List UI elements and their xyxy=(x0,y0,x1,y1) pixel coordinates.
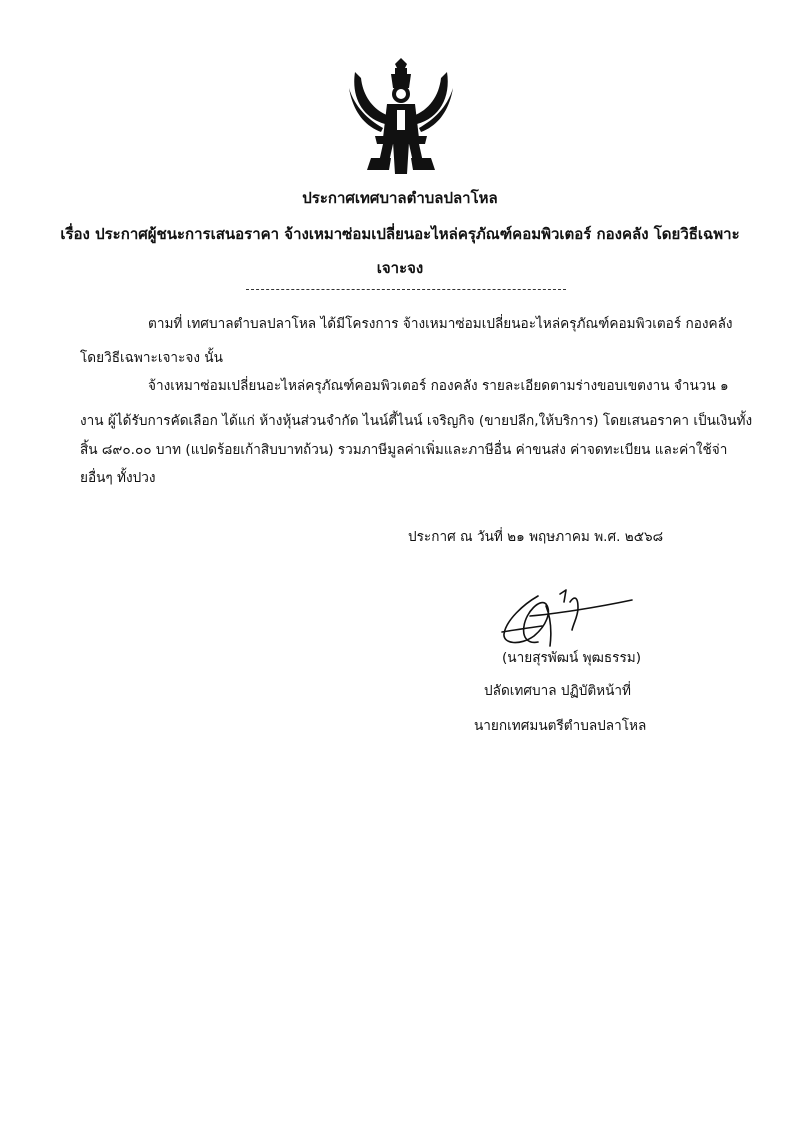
signatory-name: (นายสุรพัฒน์ พุฒธรรม) xyxy=(502,650,642,666)
signatory-position-2: นายกเทศมนตรีตำบลปลาโหล xyxy=(474,718,647,734)
paragraph-1-line-1: ตามที่ เทศบาลตำบลปลาโหล ได้มีโครงการ จ้างเหมาซ่อมเปลี่ยนอะไหล่ครุภัณฑ์คอมพิวเตอร์ กองคลัง xyxy=(148,316,733,332)
garuda-emblem-icon xyxy=(345,58,457,178)
paragraph-1-line-2: โดยวิธีเฉพาะเจาะจง นั้น xyxy=(80,350,223,366)
dashed-separator xyxy=(246,289,566,290)
paragraph-2-line-4: ยอื่นๆ ทั้งปวง xyxy=(80,470,156,486)
announcement-date: ประกาศ ณ วันที่ ๒๑ พฤษภาคม พ.ศ. ๒๕๖๘ xyxy=(408,529,664,545)
paragraph-2-line-2: งาน ผู้ได้รับการคัดเลือก ได้แก่ ห้างหุ้นส่วนจำกัด ไนน์ตี้ไนน์ เจริญกิจ (ขายปลีก,ให้บริการ) โดยเสนอราคา เป็นเงินทั้ง xyxy=(80,413,753,429)
subject-line-1: เรื่อง ประกาศผู้ชนะการเสนอราคา จ้างเหมาซ่อมเปลี่ยนอะไหล่ครุภัณฑ์คอมพิวเตอร์ กองคลัง โดยวิธีเฉพาะ xyxy=(60,225,740,243)
signatory-position-1: ปลัดเทศบาล ปฏิบัติหน้าที่ xyxy=(484,683,631,699)
handwritten-signature xyxy=(494,586,634,656)
paragraph-2-line-3: สิ้น ๘๙๐.๐๐ บาท (แปดร้อยเก้าสิบบาทถ้วน) รวมภาษีมูลค่าเพิ่มและภาษีอื่น ค่าขนส่ง ค่าจดทะเบียน และค่าใช้จ่า xyxy=(80,442,728,458)
page-title: ประกาศเทศบาลตำบลปลาโหล xyxy=(302,189,498,207)
subject-line-2: เจาะจง xyxy=(376,259,424,277)
paragraph-2-line-1: จ้างเหมาซ่อมเปลี่ยนอะไหล่ครุภัณฑ์คอมพิวเตอร์ กองคลัง รายละเอียดตามร่างขอบเขตงาน จำนวน ๑ xyxy=(148,378,729,394)
